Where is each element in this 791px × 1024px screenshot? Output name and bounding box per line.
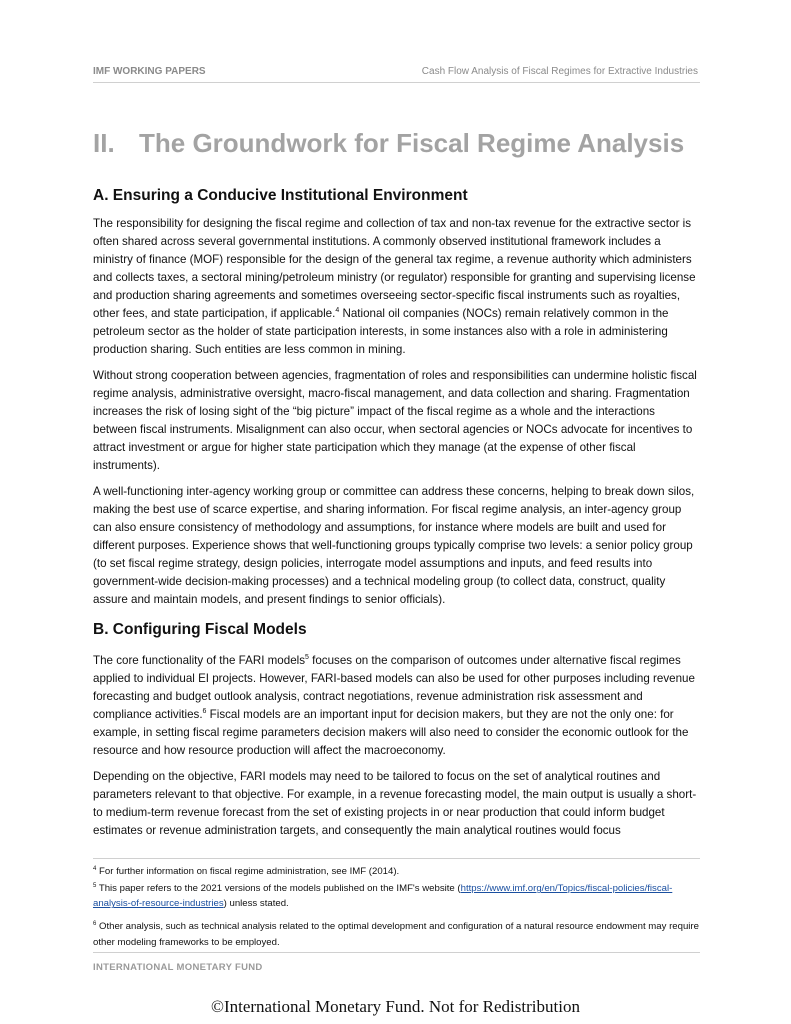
- paragraph: [93, 215, 700, 359]
- footnotes: [93, 862, 700, 950]
- section-b-body: [93, 652, 700, 840]
- section-b-heading: B. Configuring Fiscal Models: [93, 621, 307, 638]
- imf-website-link[interactable]: https://www.imf.org/en/Topics/fiscal-policies/fiscal-analysis-of-resource-industries: [93, 883, 673, 910]
- chapter-title: [93, 128, 700, 159]
- footnote-4: [93, 862, 700, 879]
- paragraph: Without strong cooperation between agencies, fragmentation of roles and responsibilities can undermine holistic fiscal regime analysis, administrative oversight, macro-fiscal management, and data collection and sharing. Fragmentation increases the risk of losing sight of the “big picture” impact of the fiscal regime as a whole and the interactions between fiscal instruments. Misalignment can also occur, when sectoral agencies or NOCs advocate for incentives to attract investment or argue for higher state participation which they manage (at the expense of other fiscal instruments).: [93, 369, 697, 472]
- footnote-5: [93, 879, 700, 911]
- footnote-ref[interactable]: 6: [202, 708, 207, 716]
- running-header-right: Cash Flow Analysis of Fiscal Regimes for Extractive Industries: [421, 66, 698, 77]
- running-footer: INTERNATIONAL MONETARY FUND: [93, 962, 263, 973]
- footnote-number: 5: [93, 883, 97, 890]
- footnote-number: 4: [93, 866, 97, 872]
- text: For further information on fiscal regime administration, see IMF (2014).: [96, 866, 400, 878]
- footnote-ref[interactable]: 5: [305, 654, 309, 662]
- text: National oil companies (NOCs) remain relatively common in the petroleum sector as the holder of state participation interests, in some instances also with a role in administering production sharing. Such entities are less common in mining.: [93, 307, 669, 356]
- header-divider: [93, 82, 700, 83]
- text: focuses on the comparison of outcomes under alternative fiscal regimes applied to individual EI projects. However, FARI-based models can also be used for other purposes including revenue forecasting and budget outlook analysis, contract negotiations, revenue administration risk assessment and compliance activities.: [93, 654, 695, 721]
- footnote-divider: [93, 858, 700, 859]
- text: Fiscal models are an important input for decision makers, but they are not the only one: for example, in setting fiscal regime parameters decision makers will also need to consider the economic outlook for the resource and how resource production will affect the macroeconomy.: [93, 708, 689, 757]
- text: The core functionality of the FARI models: [93, 654, 306, 667]
- chapter-number: II.: [93, 128, 115, 158]
- paragraph: [93, 652, 700, 760]
- text: This paper refers to the 2021 versions of the models published on the IMF's website (: [96, 883, 461, 895]
- text: The responsibility for designing the fiscal regime and collection of tax and non-tax revenue for the extractive sector is often shared across several governmental institutions. A commonly observed institutional framework includes a ministry of finance (MOF) responsible for the design of the general tax regime, a revenue authority which administers and collects taxes, a sectoral mining/petroleum ministry (or regulator) responsible for granting and supervising license and production sharing agreements and sometimes overseeing sector-specific fiscal instruments such as royalties, other fees, and state participation, if applicable.: [93, 217, 696, 320]
- paragraph: A well-functioning inter-agency working group or committee can address these concerns, helping to break down silos, making the best use of scarce expertise, and sharing information. For fiscal regime analysis, an inter-agency group can also ensure consistency of methodology and assumptions, for instance where models are built and used for different purposes. Experience shows that well-functioning groups typically comprise two levels: a senior policy group (to set fiscal regime strategy, design policies, interrogate model assumptions and inputs, and feed results into government-wide decision-making processes) and a technical modeling group (to collect data, construct, quality assure and maintain models, and present findings to senior officials).: [93, 485, 695, 606]
- section-a-heading: A. Ensuring a Conducive Institutional Environment: [93, 187, 468, 204]
- footer-divider: [93, 952, 700, 953]
- paragraph: Depending on the objective, FARI models may need to be tailored to focus on the set of analytical routines and parameters relevant to that objective. For example, in a revenue forecasting model, the main output is usually a short- to medium-term revenue forecast from the set of existing projects in or near production that could inform budget estimates or revenue administration targets, and consequently the main analytical routines would focus: [93, 770, 697, 837]
- running-header-left: IMF WORKING PAPERS: [93, 66, 206, 77]
- section-a-body: [93, 215, 700, 609]
- footnote-number: 6: [93, 921, 97, 928]
- text: ) unless stated.: [223, 898, 289, 910]
- footnote-ref[interactable]: 4: [335, 307, 340, 315]
- copyright-notice: ©International Monetary Fund. Not for Redistribution: [211, 997, 580, 1016]
- footnote-6: [93, 917, 700, 949]
- text: Other analysis, such as technical analysis related to the optimal development and configuration of a natural resource endowment may require other modeling frameworks to be employed.: [93, 921, 699, 948]
- chapter-title-text: The Groundwork for Fiscal Regime Analysis: [139, 128, 685, 158]
